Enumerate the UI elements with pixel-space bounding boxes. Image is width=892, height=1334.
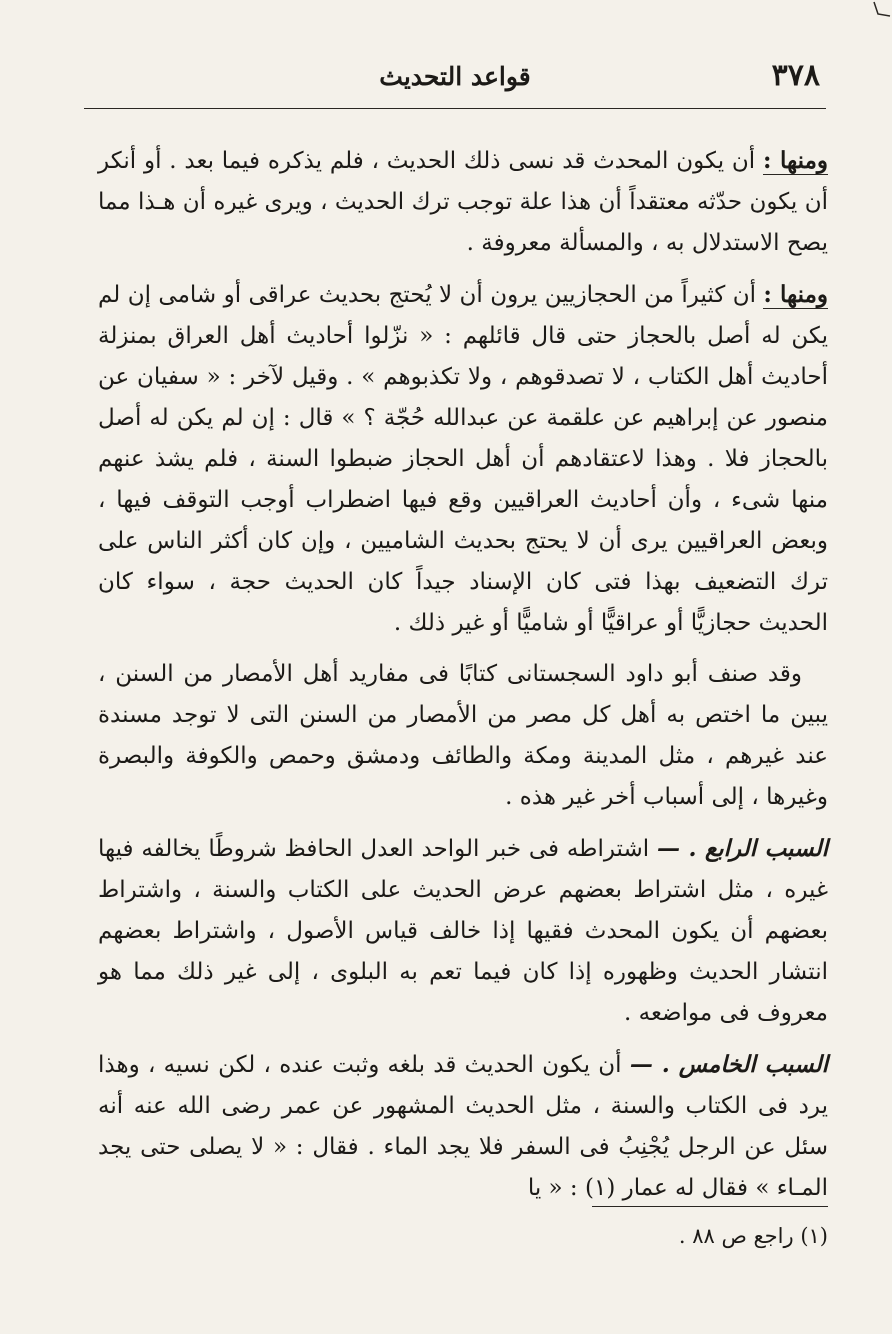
footnote: (١) راجع ص ٨٨ . bbox=[678, 1224, 828, 1248]
paragraph-lead: ومنها : bbox=[763, 147, 828, 174]
paragraph-3 bbox=[98, 654, 828, 818]
paragraph-4 bbox=[98, 828, 828, 1034]
paragraph-text: اشتراطه فى خبر الواحد العدل الحافظ شروطًا يخالفه فيها غيره ، مثل اشتراط بعضهم عرض الحديث على الكتاب والسنة ، واشتراط بعضهم أن يكون المحدث فقيها إذا خالف قياس الأصول ، واشتراط بعضهم انتشار الحديث وظهوره إذا كان فيما تعم به البلوى ، إلى غير ذلك مما هو معروف فى مواضعه . bbox=[98, 836, 828, 1026]
page-number: ٣٧٨ bbox=[771, 58, 820, 93]
paragraph-2 bbox=[98, 274, 828, 644]
footnote-rule bbox=[592, 1206, 828, 1207]
page-header bbox=[90, 58, 820, 102]
margin-mark-icon bbox=[852, 0, 892, 40]
paragraph-text: أن كثيراً من الحجازيين يرون أن لا يُحتج بحديث عراقى أو شامى إن لم يكن له أصل بالحجاز حتى قال قائلهم : « نزّلوا أحاديث أهل العراق بمنزلة أحاديث أهل الكتاب ، لا تصدقوهم ، ولا تكذبوهم » . وقيل لآخر : « سفيان عن منصور عن إبراهيم عن علقمة عن عبدالله حُجّة ؟ » قال : إن لم يكن له أصل بالحجاز فلا . وهذا لاعتقادهم أن أهل الحجاز ضبطوا السنة ، فلم يشذ عنهم منها شىء ، وأن أحاديث العراقيين وقع فيها اضطراب أوجب التوقف فيها ، وبعض العراقيين يرى أن لا يحتج بحديث الشاميين ، وإن كان أكثر الناس على ترك التضعيف بهذا فتى كان الإسناد جيداً كان الحديث حجة ، سواء كان الحديث حجازيًّا أو عراقيًّا أو شاميًّا أو غير ذلك . bbox=[98, 282, 828, 636]
body-text bbox=[98, 140, 828, 1209]
section-heading: السبب الخامس . — bbox=[629, 1051, 829, 1078]
paragraph-1 bbox=[98, 140, 828, 264]
header-rule bbox=[84, 108, 826, 109]
paragraph-5 bbox=[98, 1044, 828, 1209]
paragraph-text: أن يكون الحديث قد بلغه وثبت عنده ، لكن نسيه ، وهذا يرد فى الكتاب والسنة ، مثل الحديث المشهور عن عمر رضى الله عنه أنه سئل عن الرجل يُجْنِبُ فى السفر فلا يجد الماء . فقال : « لا يصلى حتى يجد المـاء » فقال له عمار (١) : « يا bbox=[98, 1052, 828, 1201]
paragraph-text: وقد صنف أبو داود السجستانى كتابًا فى مفاريد أهل الأمصار من السنن ، يبين ما اختص به أهل كل مصر من الأمصار من السنن التى لا توجد مسندة عند غيرهم ، مثل المدينة ومكة والطائف ودمشق وحمص والكوفة والبصرة وغيرها ، إلى أسباب أخر غير هذه . bbox=[98, 661, 828, 810]
paragraph-text: أن يكون المحدث قد نسى ذلك الحديث ، فلم يذكره فيما بعد . أو أنكر أن يكون حدّثه معتقداً أن هذا علة توجب ترك الحديث ، ويرى غيره أن هـذا مما يصح الاستدلال به ، والمسألة معروفة . bbox=[98, 148, 828, 256]
running-title: قواعد التحديث bbox=[379, 62, 531, 91]
paragraph-lead: ومنها : bbox=[763, 281, 828, 308]
section-heading: السبب الرابع . — bbox=[656, 835, 829, 862]
